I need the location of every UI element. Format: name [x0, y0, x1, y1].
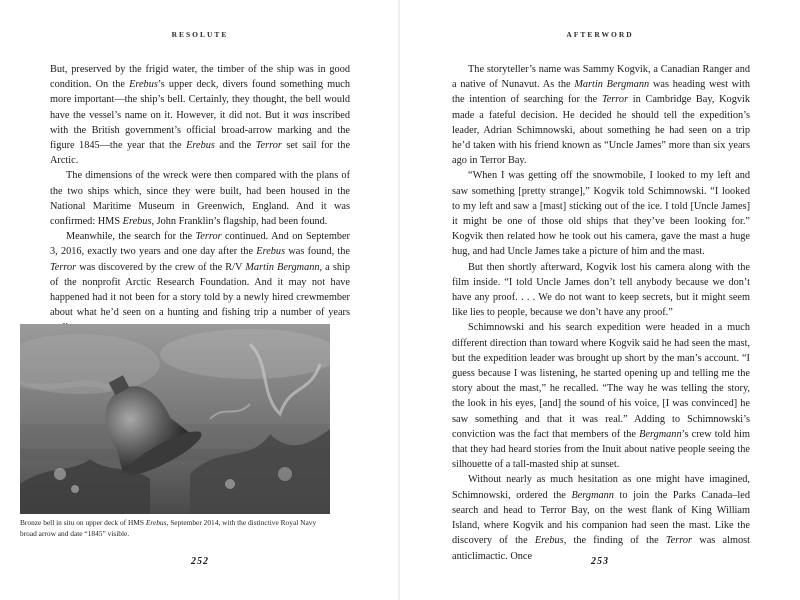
- running-head-left: RESOLUTE: [171, 30, 229, 39]
- left-body-text: [50, 62, 350, 336]
- right-paragraph-2: “When I was getting off the snowmobile, I looked to my left and saw something [pretty strange],” Kogvik told Schimnowski. “I looked to my left and saw a [mast] sticking out of the ice. I told [Uncle James] it might be one of those old ships that they’ve been looking for.” Kogvik then related how he took out his camera, gave the mast a huge hug, and had Uncle James take a picture of him and the mast.: [452, 170, 750, 258]
- page-number-left: 252: [191, 556, 209, 567]
- underwater-bell-image: [20, 324, 330, 514]
- right-body-text: [452, 62, 750, 564]
- right-paragraph-4: Schimnowski and his search expedition were headed in a much different direction than toward where Kogvik said he had seen the mast, but the expedition leader was brought up short by the man’s account. “I guess because I was listening, he started opening up and telling me the story about the mast,” he recalled. “The way he was telling the story, the look in his eyes, [and] the sound of his voice, [I was convinced] he saw something and that it was real.” Adding to Schimnowski’s conviction was the fact that members of the Bergmann’s crew told him that they had heard stories from the Inuit about native people seeing the silhouette of a tall-masted ship at sunset.: [452, 322, 750, 471]
- right-paragraph-1: The storyteller’s name was Sammy Kogvik, a Canadian Ranger and a native of Nunavut. As the Martin Bergmann was heading west with the intention of searching for the Terror in Cambridge Bay, Kogvik made a fateful decision. He decided he should tell the expedition’s leader, Adrian Schimnowski, about something he had seen on a trip he’d taken with his friend known as “Uncle James” more than six years ago in Terror Bay.: [452, 64, 750, 167]
- right-page: [400, 0, 800, 600]
- left-paragraph-1: But, preserved by the frigid water, the timber of the ship was in good condition. On the Erebus’s upper deck, divers found something much more important—the ship’s bell. Certainly, they thought, the bell would have the vessel’s name on it. However, it did not. But it was inscribed with the British government’s official broad-arrow marking and the figure 1845—the year that the Erebus and the Terror set sail for the Arctic.: [50, 64, 351, 167]
- running-head-right: AFTERWORD: [566, 30, 634, 39]
- right-paragraph-5: Without nearly as much hesitation as one might have imagined, Schimnowski, ordered the Bergmann to join the Parks Canada–led search and head to Terror Bay, on the west flank of King William Island, where Kogvik and his companion had seen the mast. Like the discovery of the Erebus, the finding of the Terror was almost anticlimactic. Once: [452, 474, 750, 562]
- right-paragraph-3: But then shortly afterward, Kogvik lost his camera along with the film inside. “I told Uncle James don’t tell anybody because we don’t have any proof. . . . We do not want to keep secrets, but it might seem like lies to people, because we don’t have any proof.”: [452, 261, 750, 319]
- page-number-right: 253: [591, 556, 609, 567]
- left-paragraph-3: Meanwhile, the search for the Terror continued. And on September 3, 2016, exactly two years and one day after the Erebus was found, the Terror was discovered by the crew of the R/V Martin Bergmann, a ship of the nonprofit Arctic Research Foundation. And it may not have happened had it not been for a story told by a newly hired crewmember about what he’d seen on a hunting and fishing trip a number of years: [50, 231, 350, 319]
- left-paragraph-2: The dimensions of the wreck were then compared with the plans of the two ships which, since they were built, had been housed in the National Maritime Museum in Greenwich, England. And it was confirmed: HMS Erebus, John Franklin’s flagship, had been found.: [50, 170, 350, 228]
- photo-caption: Bronze bell in situ on upper deck of HMS Erebus, September 2014, with the distinctive Royal Navy broad arrow and date “1845” visible.: [20, 518, 317, 538]
- ship-bell-photo: [20, 324, 330, 514]
